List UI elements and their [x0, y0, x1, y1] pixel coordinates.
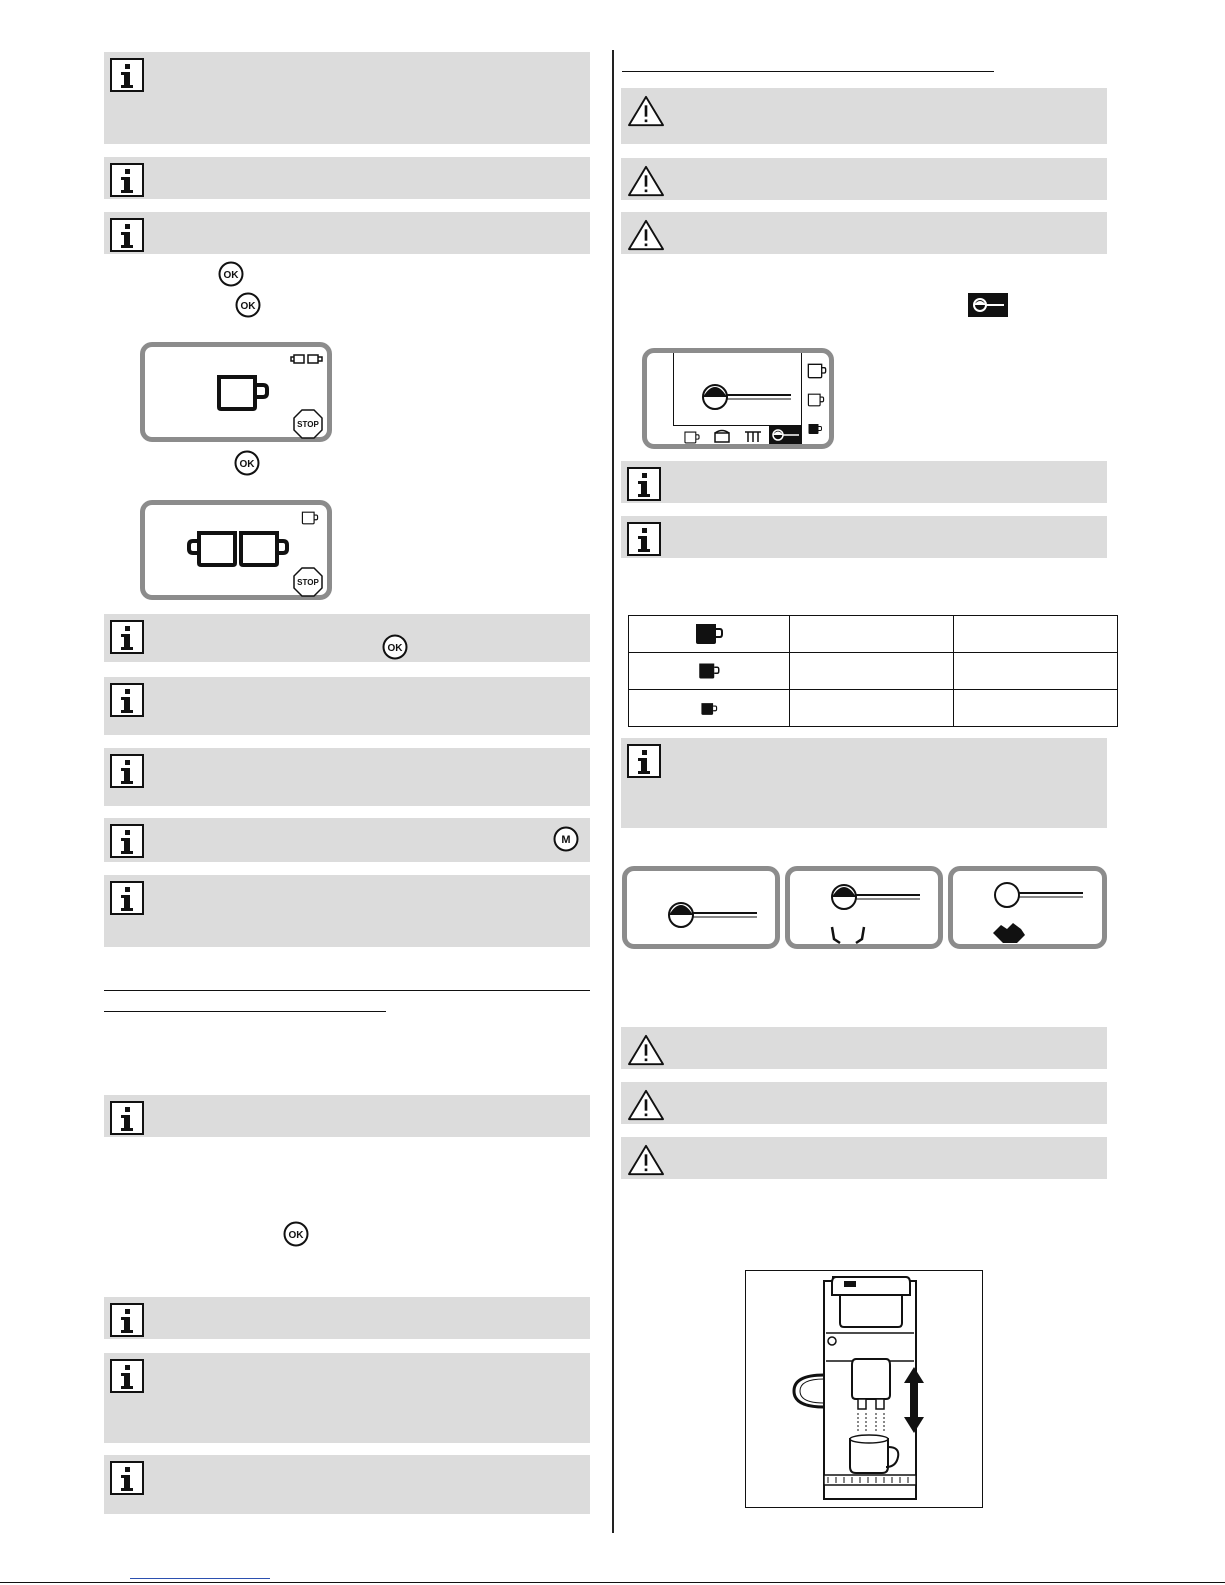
cup-small-icon — [807, 423, 823, 435]
footer-link-underline — [130, 1578, 270, 1579]
one-cup-icon — [215, 373, 273, 413]
warning-icon — [627, 1033, 665, 1067]
stop-icon — [293, 409, 323, 439]
warning-note — [621, 158, 1107, 200]
warning-note — [621, 1137, 1107, 1179]
info-icon — [110, 1303, 144, 1337]
page-footer-rule — [0, 1582, 1225, 1583]
strength-menu-display — [642, 348, 834, 449]
spoon-selected-icon — [769, 426, 801, 444]
section-underline — [104, 1011, 386, 1012]
ok-button-icon — [235, 292, 261, 318]
info-icon — [627, 467, 661, 501]
spoon-icon — [699, 373, 793, 413]
info-note — [104, 52, 590, 144]
table-cell — [954, 616, 1118, 653]
info-note — [104, 818, 590, 862]
info-icon — [110, 620, 144, 654]
info-note — [104, 1095, 590, 1137]
warning-note — [621, 1027, 1107, 1069]
info-note — [104, 1297, 590, 1339]
two-cups-icon — [185, 529, 295, 571]
info-note — [104, 1455, 590, 1514]
info-note — [104, 875, 590, 947]
table-cell — [790, 653, 954, 690]
info-note — [104, 748, 590, 806]
aroma-panel — [785, 866, 943, 949]
info-icon — [110, 824, 144, 858]
display-one-cup — [140, 342, 332, 442]
svg-text:STOP: STOP — [297, 578, 319, 587]
table-cell — [954, 690, 1118, 727]
info-icon — [110, 1461, 144, 1495]
table-cell-icon — [629, 616, 790, 653]
table-cell — [954, 653, 1118, 690]
spoon-ground-coffee-icon — [991, 875, 1085, 945]
spoon-full-icon — [665, 891, 759, 931]
table-cell — [790, 616, 954, 653]
warning-icon — [627, 218, 665, 252]
warning-icon — [627, 94, 665, 128]
cup-small-icon — [699, 702, 719, 716]
aroma-panel — [622, 866, 780, 949]
info-icon — [110, 1101, 144, 1135]
warning-note — [621, 88, 1107, 144]
aroma-panel — [948, 866, 1107, 949]
ok-button-icon — [382, 634, 408, 660]
cup-large-icon — [807, 363, 827, 379]
cup-large-icon — [694, 622, 724, 646]
info-note — [104, 677, 590, 735]
warning-icon — [627, 1088, 665, 1122]
spoon-selected-icon — [968, 293, 1008, 317]
section-rule — [104, 990, 590, 991]
coffee-machine-illustration — [745, 1270, 983, 1508]
column-divider — [612, 50, 614, 1533]
cup-medium-icon — [807, 393, 825, 407]
info-note — [621, 738, 1107, 828]
warning-icon — [627, 164, 665, 198]
info-icon — [110, 754, 144, 788]
info-note — [104, 614, 590, 662]
ok-button-icon — [218, 261, 244, 287]
two-cup-indicator-icon — [290, 353, 324, 365]
table-cell-icon — [629, 690, 790, 727]
ok-button-icon — [283, 1221, 309, 1247]
info-note — [621, 461, 1107, 503]
coffee-machine-spout-adjust-icon — [746, 1271, 982, 1507]
warning-note — [621, 212, 1107, 254]
info-note — [104, 1353, 590, 1443]
spoon-pre-brew-icon — [828, 873, 922, 945]
info-icon — [110, 218, 144, 252]
info-icon — [110, 881, 144, 915]
cup-icon — [683, 431, 701, 444]
display-two-cups — [140, 500, 332, 600]
cup-indicator-icon — [300, 511, 320, 525]
table-row — [629, 616, 1118, 653]
menu-button-icon — [553, 826, 579, 852]
cup-medium-icon — [697, 662, 721, 680]
info-icon — [627, 744, 661, 778]
stop-icon — [293, 567, 323, 597]
info-note — [104, 157, 590, 199]
cappuccino-icon — [713, 429, 733, 444]
svg-text:STOP: STOP — [297, 420, 319, 429]
section-underline — [622, 71, 994, 72]
table-row — [629, 653, 1118, 690]
table-cell-icon — [629, 653, 790, 690]
info-icon — [627, 522, 661, 556]
warning-icon — [627, 1143, 665, 1177]
strength-table — [628, 615, 1118, 727]
info-icon — [110, 58, 144, 92]
info-note — [621, 516, 1107, 558]
info-icon — [110, 163, 144, 197]
info-icon — [110, 683, 144, 717]
table-cell — [790, 690, 954, 727]
info-note — [104, 212, 590, 254]
ok-button-icon — [234, 450, 260, 476]
info-icon — [110, 1359, 144, 1393]
milk-froth-icon — [743, 429, 765, 444]
warning-note — [621, 1082, 1107, 1124]
table-row — [629, 690, 1118, 727]
